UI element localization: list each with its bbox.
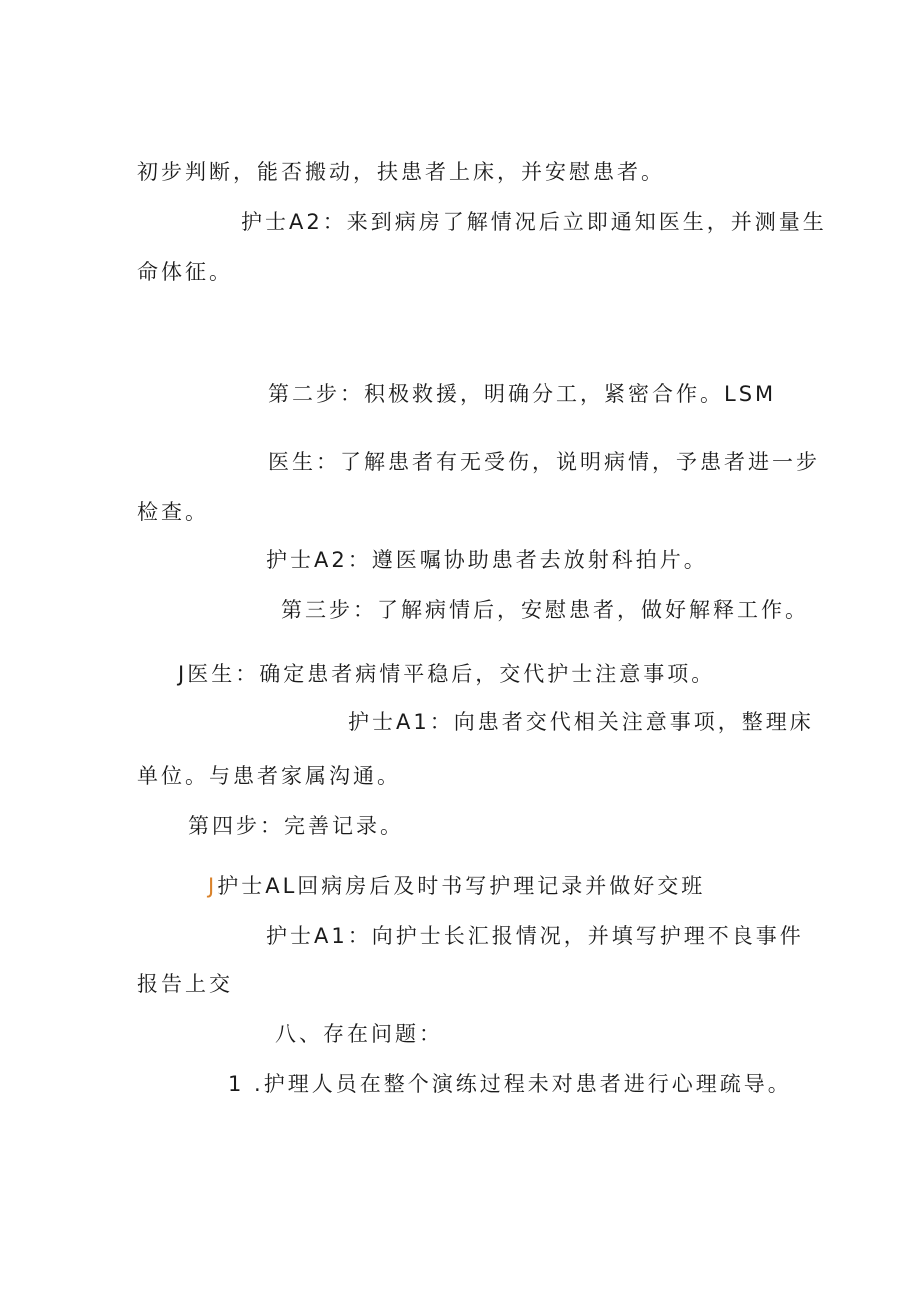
paragraph-line: 命体征。: [137, 260, 233, 284]
section-heading: 第四步：完善记录。: [188, 814, 404, 838]
paragraph-line: 检查。: [137, 500, 209, 524]
paragraph-line: 护士A1：向护士长汇报情况，并填写护理不良事件: [266, 924, 804, 948]
list-item: 1 .护理人员在整个演练过程未对患者进行心理疏导。: [228, 1072, 792, 1096]
paragraph-line: 护士A2：遵医嘱协助患者去放射科拍片。: [266, 548, 708, 572]
paragraph-text: 护士AL回病房后及时书写护理记录并做好交班: [217, 874, 706, 898]
paragraph-line: 护士A2：来到病房了解情况后立即通知医生，并测量生: [241, 210, 827, 234]
section-heading: 第二步：积极救援，明确分工，紧密合作。LSM: [268, 382, 777, 406]
paragraph-line: 单位。与患者家属沟通。: [137, 764, 401, 788]
section-heading: 第三步：了解病情后，安慰患者，做好解释工作。: [281, 598, 809, 622]
paragraph-line: 医生：了解患者有无受伤，说明病情，予患者进一步: [268, 450, 820, 474]
paragraph-line: 护士A1：向患者交代相关注意事项，整理床: [348, 710, 814, 734]
paragraph-line: 初步判断，能否搬动，扶患者上床，并安慰患者。: [137, 160, 665, 184]
paragraph-line: J医生：确定患者病情平稳后，交代护士注意事项。: [178, 662, 716, 686]
paragraph-line: 报告上交: [137, 972, 233, 996]
orange-mark: J: [208, 874, 218, 898]
section-heading: 八、存在问题：: [275, 1022, 443, 1046]
paragraph-line: [208, 872, 705, 900]
